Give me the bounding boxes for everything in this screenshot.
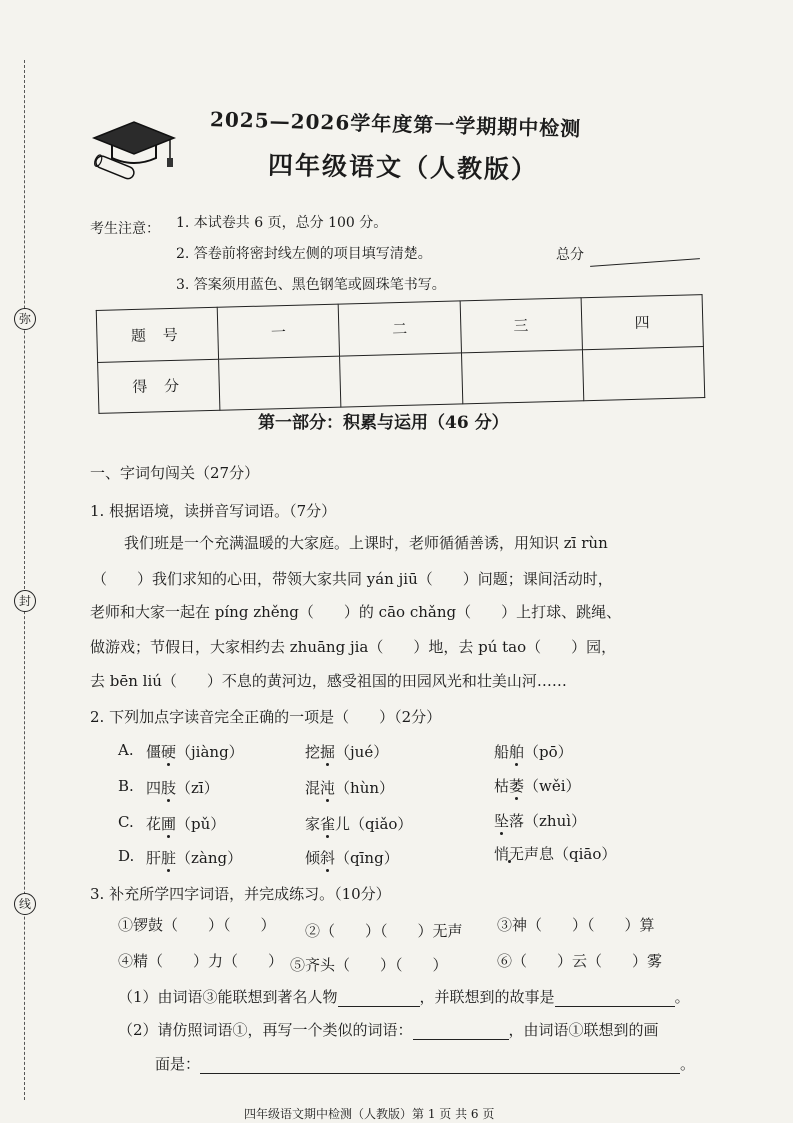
exam-subtitle: 四年级语文（人教版）: [267, 150, 539, 185]
score-table-row-label: 得 分: [98, 359, 220, 414]
answer-blank[interactable]: [200, 1059, 680, 1074]
notice-item-2: 2. 答卷前将密封线左侧的项目填写清楚。: [176, 246, 432, 262]
notice-label: 考生注意：: [90, 221, 160, 237]
score-table-col-2: 二: [338, 301, 461, 356]
score-table-col-3: 三: [460, 298, 583, 353]
q2-option-item: 悄无声息（qiāo）: [494, 845, 617, 863]
notice-item-1: 1. 本试卷共 6 页，总分 100 分。: [176, 215, 388, 231]
seal-mark-mi: 弥: [14, 308, 36, 330]
q2-option-item: 挖掘（jué）: [305, 743, 389, 761]
q2-option-item: 肝脏（zàng）: [146, 849, 243, 867]
q1-passage-line: 做游戏；节假日，大家相约去 zhuāng jia（ ）地，去 pú tao（ ）园，: [90, 638, 617, 656]
score-cell-1[interactable]: [219, 356, 342, 411]
q2-option-item: 四肢（zī）: [146, 779, 219, 797]
graduation-cap-icon: [86, 112, 182, 184]
q2-option-item: 混沌（hùn）: [305, 779, 395, 797]
q2-option-item: 坠落（zhuì）: [494, 812, 587, 830]
answer-blank[interactable]: [413, 1025, 509, 1040]
q3-idiom-blank[interactable]: ③神（ ）（ ）算: [497, 916, 655, 934]
answer-blank[interactable]: [338, 992, 420, 1007]
q2-option-item: 僵硬（jiàng）: [146, 743, 244, 761]
score-table-row-label: 题 号: [96, 307, 218, 362]
notice-item-3: 3. 答案须用蓝色、黑色钢笔或圆珠笔书写。: [176, 277, 446, 293]
q2-option-item: 花圃（pǔ）: [146, 815, 226, 833]
q3-idiom-blank[interactable]: ②（ ）（ ）无声: [305, 922, 463, 940]
seal-mark-feng: 封: [14, 590, 36, 612]
q3-idiom-blank[interactable]: ④精（ ）力（ ）: [118, 952, 284, 970]
score-table-col-1: 一: [217, 304, 340, 359]
q3-idiom-blank[interactable]: ①锣鼓（ ）（ ）: [118, 916, 276, 934]
score-cell-2[interactable]: [340, 352, 463, 407]
question-1-stem: 1. 根据语境，读拼音写词语。（7分）: [90, 502, 337, 520]
total-score-field[interactable]: [590, 258, 700, 267]
question-3-stem: 3. 补充所学四字词语，并完成练习。（10分）: [90, 885, 391, 903]
q1-passage-line: 我们班是一个充满温暖的大家庭。上课时，老师循循善诱，用知识 zī rùn: [124, 534, 608, 552]
q2-option-letter[interactable]: D.: [118, 847, 135, 865]
q1-passage-line: 去 bēn liú（ ）不息的黄河边，感受祖国的田园风光和壮美山河……: [90, 672, 567, 690]
score-cell-4[interactable]: [582, 346, 705, 401]
q2-option-letter[interactable]: A.: [118, 741, 134, 759]
seal-mark-xian: 线: [14, 893, 36, 915]
q3-sub-question-1: （1）由词语③能联想到著名人物 ，并联想到的故事是 。: [118, 988, 690, 1006]
part-title: 第一部分：积累与运用（46 分）: [258, 413, 509, 433]
q2-option-letter[interactable]: B.: [118, 777, 134, 795]
page-footer: 四年级语文期中检测（人教版）第 1 页 共 6 页: [244, 1107, 495, 1121]
score-table-col-4: 四: [581, 295, 704, 350]
question-2-stem: 2. 下列加点字读音完全正确的一项是（ ）（2分）: [90, 708, 442, 726]
q3-sub-question-2-cont: 面是： 。: [155, 1055, 696, 1073]
q2-option-item: 船舶（pō）: [494, 743, 573, 761]
q2-option-item: 枯萎（wěi）: [494, 777, 581, 795]
q1-passage-line: 老师和大家一起在 píng zhěng（ ）的 cāo chǎng（ ）上打球、跳绳、: [90, 603, 622, 621]
total-score-label: 总分: [556, 247, 584, 263]
exam-title: 2025—2026学年度第一学期期中检测: [209, 107, 582, 141]
score-cell-3[interactable]: [461, 349, 584, 404]
q1-passage-line: （ ）我们求知的心田，带领大家共同 yán jiū（ ）问题；课间活动时，: [92, 570, 613, 588]
q3-idiom-blank[interactable]: ⑤齐头（ ）（ ）: [290, 956, 448, 974]
seal-line: [24, 60, 25, 1100]
q3-sub-question-2: （2）请仿照词语①，再写一个类似的词语： ，由词语①联想到的画: [118, 1021, 659, 1039]
score-table: [96, 294, 706, 414]
q3-idiom-blank[interactable]: ⑥（ ）云（ ）雾: [497, 952, 663, 970]
section-heading: 一、字词句闯关（27分）: [90, 464, 260, 482]
q2-option-item: 家雀儿（qiǎo）: [305, 815, 413, 833]
q2-option-item: 倾斜（qīng）: [305, 849, 399, 867]
q2-option-letter[interactable]: C.: [118, 813, 134, 831]
answer-blank[interactable]: [555, 992, 675, 1007]
